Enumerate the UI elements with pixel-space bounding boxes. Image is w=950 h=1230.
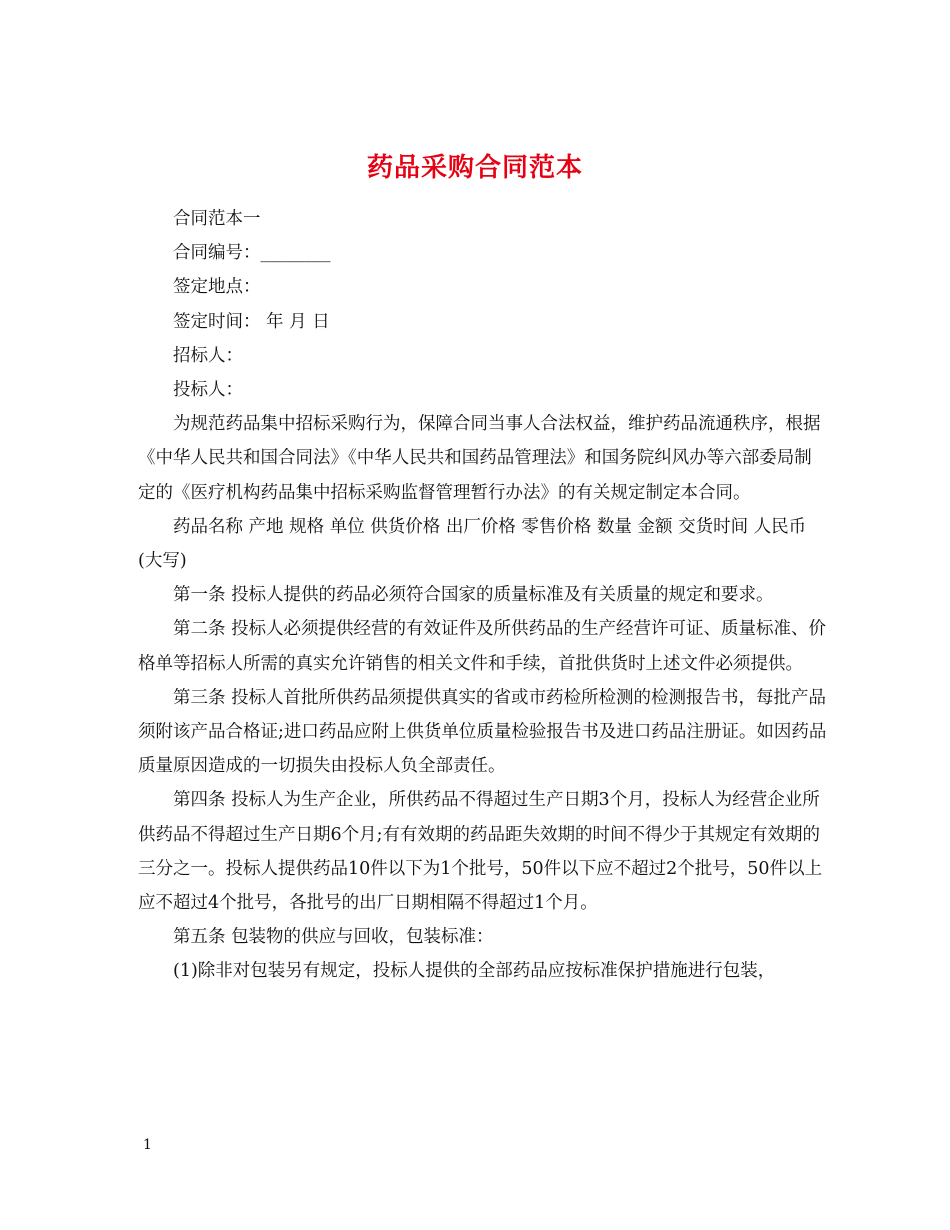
header-line-signing-place: 签定地点：	[173, 277, 261, 298]
paragraph-article-1: 第一条 投标人提供的药品必须符合国家的质量标准及有关质量的规定和要求。	[173, 585, 774, 606]
paragraph-article-5-item-1: (1)除非对包装另有规定，投标人提供的全部药品应按标准保护措施进行包装，	[173, 961, 776, 982]
paragraph-article-4: 第四条 投标人为生产企业，所供药品不得超过生产日期3个月，投标人为经营企业所供药品不得超过生产日期6个月;有有效期的药品距失效期的时间不得少于其规定有效期的三分之一。投标人提供药品10件以下为1个批号，50件以下应不超过2个批号，50件以上应不超过4个批号，各批号的出厂日期相隔不得超过1个月。	[138, 790, 823, 914]
paragraph-article-3: 第三条 投标人首批所供药品须提供真实的省或市药检所检测的检测报告书，每批产品须附该产品合格证;进口药品应附上供货单位质量检验报告书及进口药品注册证。如因药品质量原因造成的一切损失由投标人负全部责任。	[138, 687, 827, 777]
paragraph-article-2: 第二条 投标人必须提供经营的有效证件及所供药品的生产经营许可证、质量标准、价格单等招标人所需的真实允许销售的相关文件和手续，首批供货时上述文件必须提供。	[138, 619, 827, 674]
header-line-tenderer: 招标人：	[173, 345, 243, 366]
header-line-template-label: 合同范本一	[173, 209, 261, 229]
paragraph-preamble: 为规范药品集中招标采购行为，保障合同当事人合法权益，维护药品流通秩序，根据《中华人民共和国合同法》《中华人民共和国药品管理法》和国务院纠风办等六部委局制定的《医疗机构药品集中招标采购监督管理暂行办法》的有关规定制定本合同。	[138, 414, 821, 503]
paragraph-article-5: 第五条 包装物的供应与回收，包装标准：	[173, 927, 494, 948]
document-title: 药品采购合同范本	[366, 153, 583, 184]
page-number: 1	[143, 1137, 152, 1153]
header-line-bidder: 投标人：	[173, 380, 243, 401]
header-line-contract-number: 合同编号：________	[173, 243, 331, 264]
document-body	[138, 202, 828, 989]
header-line-signing-date: 签定时间： 年 月 日	[173, 311, 330, 332]
paragraph-drug-table-header: 药品名称 产地 规格 单位 供货价格 出厂价格 零售价格 数量 金额 交货时间 人民币(大写)	[138, 516, 807, 572]
